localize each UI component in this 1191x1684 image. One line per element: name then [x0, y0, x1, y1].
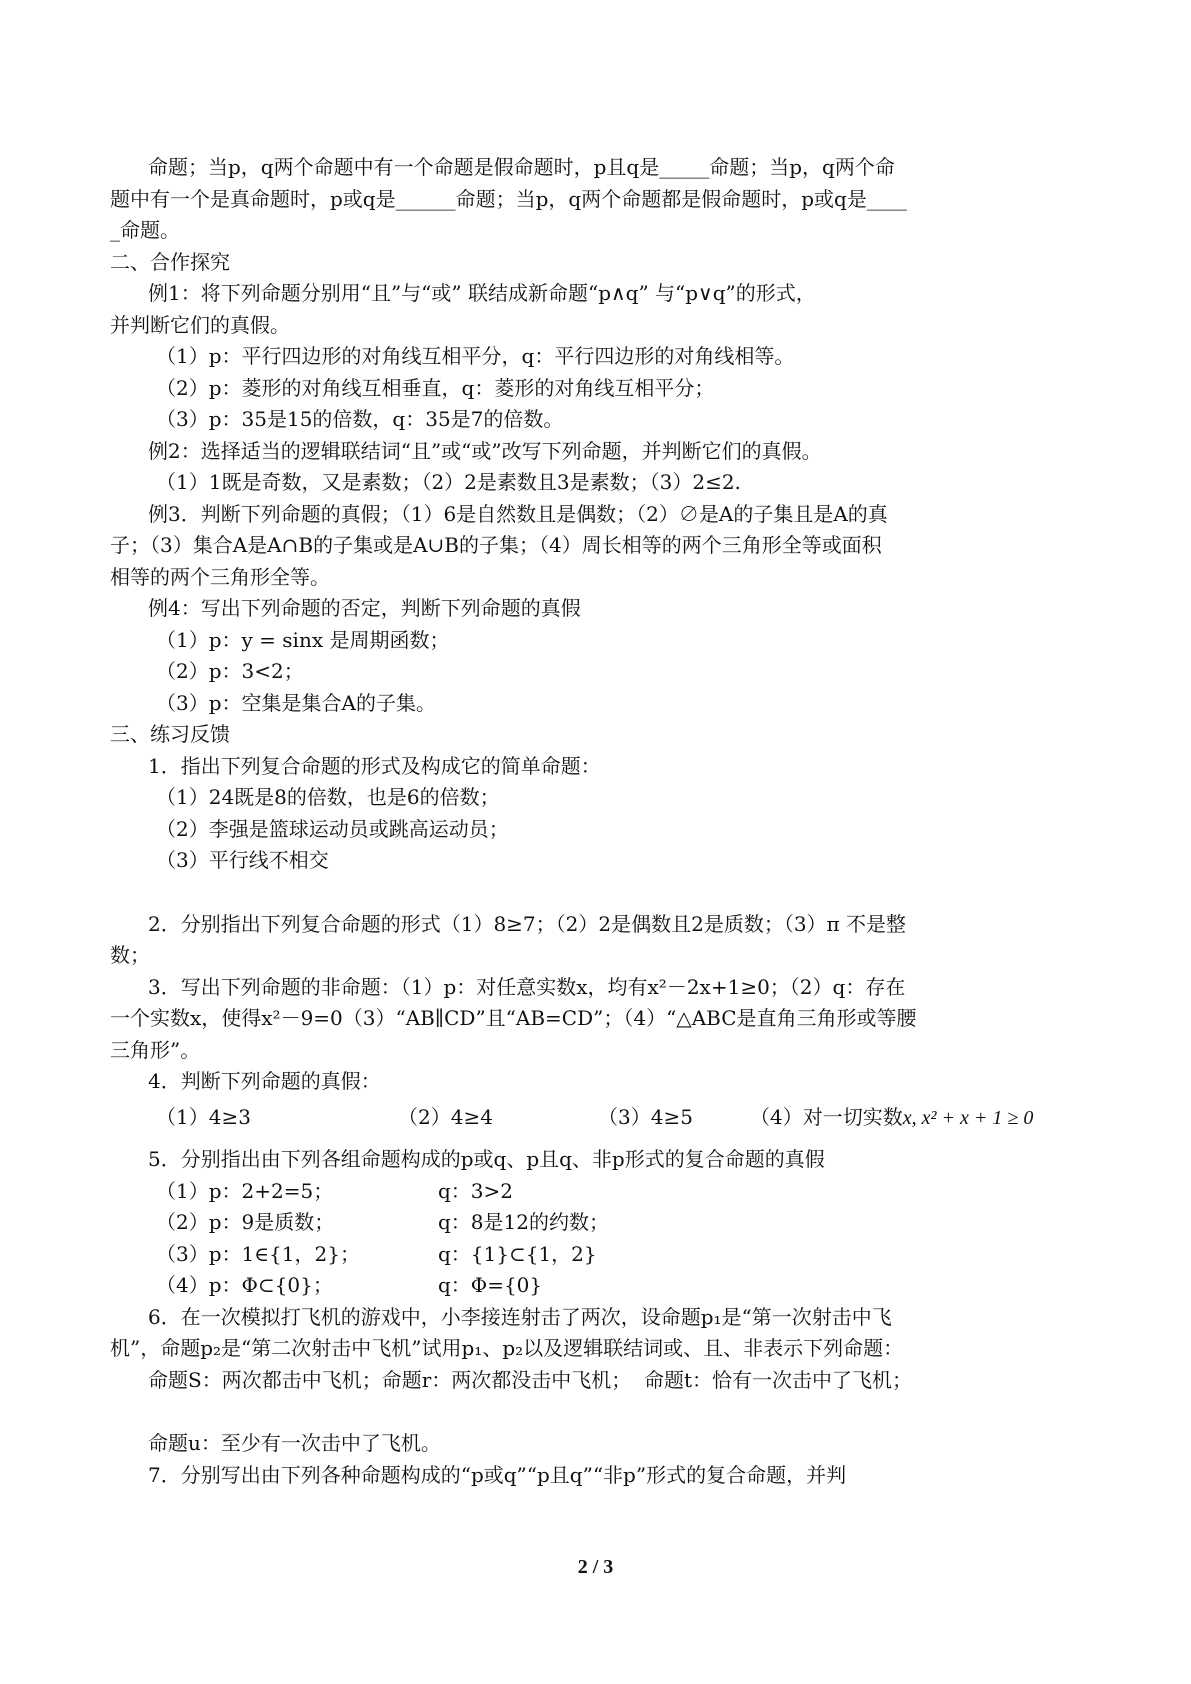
- list-item: （2）p：菱形的对角线互相垂直，q：菱形的对角线互相平分；: [156, 375, 715, 400]
- proposition-p: （1）p：2+2=5；: [156, 1178, 334, 1203]
- question-5-row: [110, 1207, 1070, 1239]
- example-3-text: 子；（3）集合A是A∩B的子集或是A∪B的子集；（4）周长相等的两个三角形全等或面积: [110, 533, 882, 557]
- list-item: （1）p：y = sinx 是周期函数；: [156, 627, 450, 652]
- proposition-p: （3）p：1∈{1，2}；: [156, 1241, 360, 1266]
- list-item: （2）李强是篮球运动员或跳高运动员；: [156, 816, 509, 841]
- math-formula: x, x² + x + 1 ≥ 0: [902, 1106, 1034, 1129]
- page-number: 2 / 3: [577, 1556, 614, 1578]
- example-1-text: 例1：将下列命题分别用“且”与“或” 联结成新命题“p∧q” 与“p∨q”的形式，: [148, 281, 816, 305]
- list-item: （1）4≥3: [156, 1104, 251, 1129]
- question-2: 数；: [110, 943, 150, 967]
- spacer: [110, 1396, 1070, 1428]
- spacer: [110, 877, 1070, 909]
- example-1-text: 并判断它们的真假。: [110, 312, 290, 337]
- list-item: （3）4≥5: [598, 1104, 693, 1129]
- question-4-items: [110, 1102, 1070, 1135]
- proposition-p: （2）p：9是质数；: [156, 1210, 335, 1234]
- proposition-q: q：8是12的约数；: [438, 1210, 609, 1234]
- question-6: 命题S：两次都击中飞机；命题r：两次都没击中飞机； 命题t：恰有一次击中了飞机；: [148, 1367, 913, 1392]
- example-3-text: 例3．判断下列命题的真假；（1）6是自然数且是偶数；（2）∅是A的子集且是A的真: [148, 501, 888, 526]
- list-item: （1）24既是8的倍数，也是6的倍数；: [156, 785, 500, 809]
- question-5-row: [110, 1176, 1070, 1208]
- list-item: （1）p：平行四边形的对角线互相平分，q：平行四边形的对角线相等。: [156, 344, 795, 368]
- document-body: [110, 152, 1070, 1491]
- question-7: 7．分别写出由下列各种命题构成的“p或q”“p且q”“非p”形式的复合命题，并判: [148, 1462, 847, 1487]
- text-line: 题中有一个是真命题时，p或q是______命题；当p，q两个命题都是假命题时，p或q是____: [110, 186, 907, 211]
- example-3-text: 相等的两个三角形全等。: [110, 564, 330, 589]
- proposition-q: q：{1}⊂{1，2}: [438, 1241, 597, 1266]
- list-item: （2）4≥4: [398, 1104, 493, 1129]
- list-item: （1）1既是奇数，又是素数；（2）2是素数且3是素数；（3）2≤2.: [156, 470, 741, 494]
- question-6: 机”，命题p₂是“第二次射击中飞机”试用p₁、p₂以及逻辑联结词或、且、非表示下列命题：: [110, 1336, 904, 1360]
- question-3: 一个实数x，使得x²－9=0（3）“AB∥CD”且“AB=CD”；（4）“△ABC是直角三角形或等腰: [110, 1006, 917, 1030]
- question-6: 6．在一次模拟打飞机的游戏中，小李接连射击了两次，设命题p₁是“第一次射击中飞: [148, 1304, 892, 1329]
- proposition-q: q：Φ={0}: [438, 1273, 543, 1297]
- example-4-text: 例4：写出下列命题的否定，判断下列命题的真假: [148, 596, 581, 620]
- list-item: （3）平行线不相交: [156, 848, 329, 872]
- question-5-row: [110, 1270, 1070, 1302]
- list-item: （2）p：3<2；: [156, 659, 304, 683]
- question-1: 1．指出下列复合命题的形式及构成它的简单命题：: [148, 753, 601, 778]
- proposition-p: （4）p：Φ⊂{0}；: [156, 1273, 333, 1297]
- question-3: 三角形”。: [110, 1037, 201, 1062]
- list-item: （4）对一切实数x, x² + x + 1 ≥ 0: [750, 1102, 1033, 1135]
- question-2: 2．分别指出下列复合命题的形式（1）8≥7；（2）2是偶数且2是质数；（3）π 不是整: [148, 911, 907, 936]
- section-heading: 三、练习反馈: [110, 722, 230, 746]
- text-line: _命题。: [110, 218, 180, 242]
- question-5-row: [110, 1239, 1070, 1271]
- question-6: 命题u：至少有一次击中了飞机。: [148, 1431, 441, 1455]
- proposition-q: q：3>2: [438, 1178, 514, 1203]
- question-4: 4．判断下列命题的真假：: [148, 1069, 381, 1093]
- section-heading: 二、合作探究: [110, 249, 230, 274]
- text-line: 命题；当p，q两个命题中有一个命题是假命题时，p且q是_____命题；当p，q两个命: [148, 155, 895, 179]
- list-item: （3）p：35是15的倍数，q：35是7的倍数。: [156, 407, 564, 431]
- spacer: [110, 1134, 1070, 1144]
- list-item: （3）p：空集是集合A的子集。: [156, 690, 436, 715]
- question-5: 5．分别指出由下列各组命题构成的p或q、p且q、非p形式的复合命题的真假: [148, 1147, 825, 1171]
- example-2-text: 例2：选择适当的逻辑联结词“且”或“或”改写下列命题，并判断它们的真假。: [148, 438, 822, 463]
- question-3: 3．写出下列命题的非命题：（1）p：对任意实数x，均有x²－2x+1≥0；（2）q：存在: [148, 974, 906, 999]
